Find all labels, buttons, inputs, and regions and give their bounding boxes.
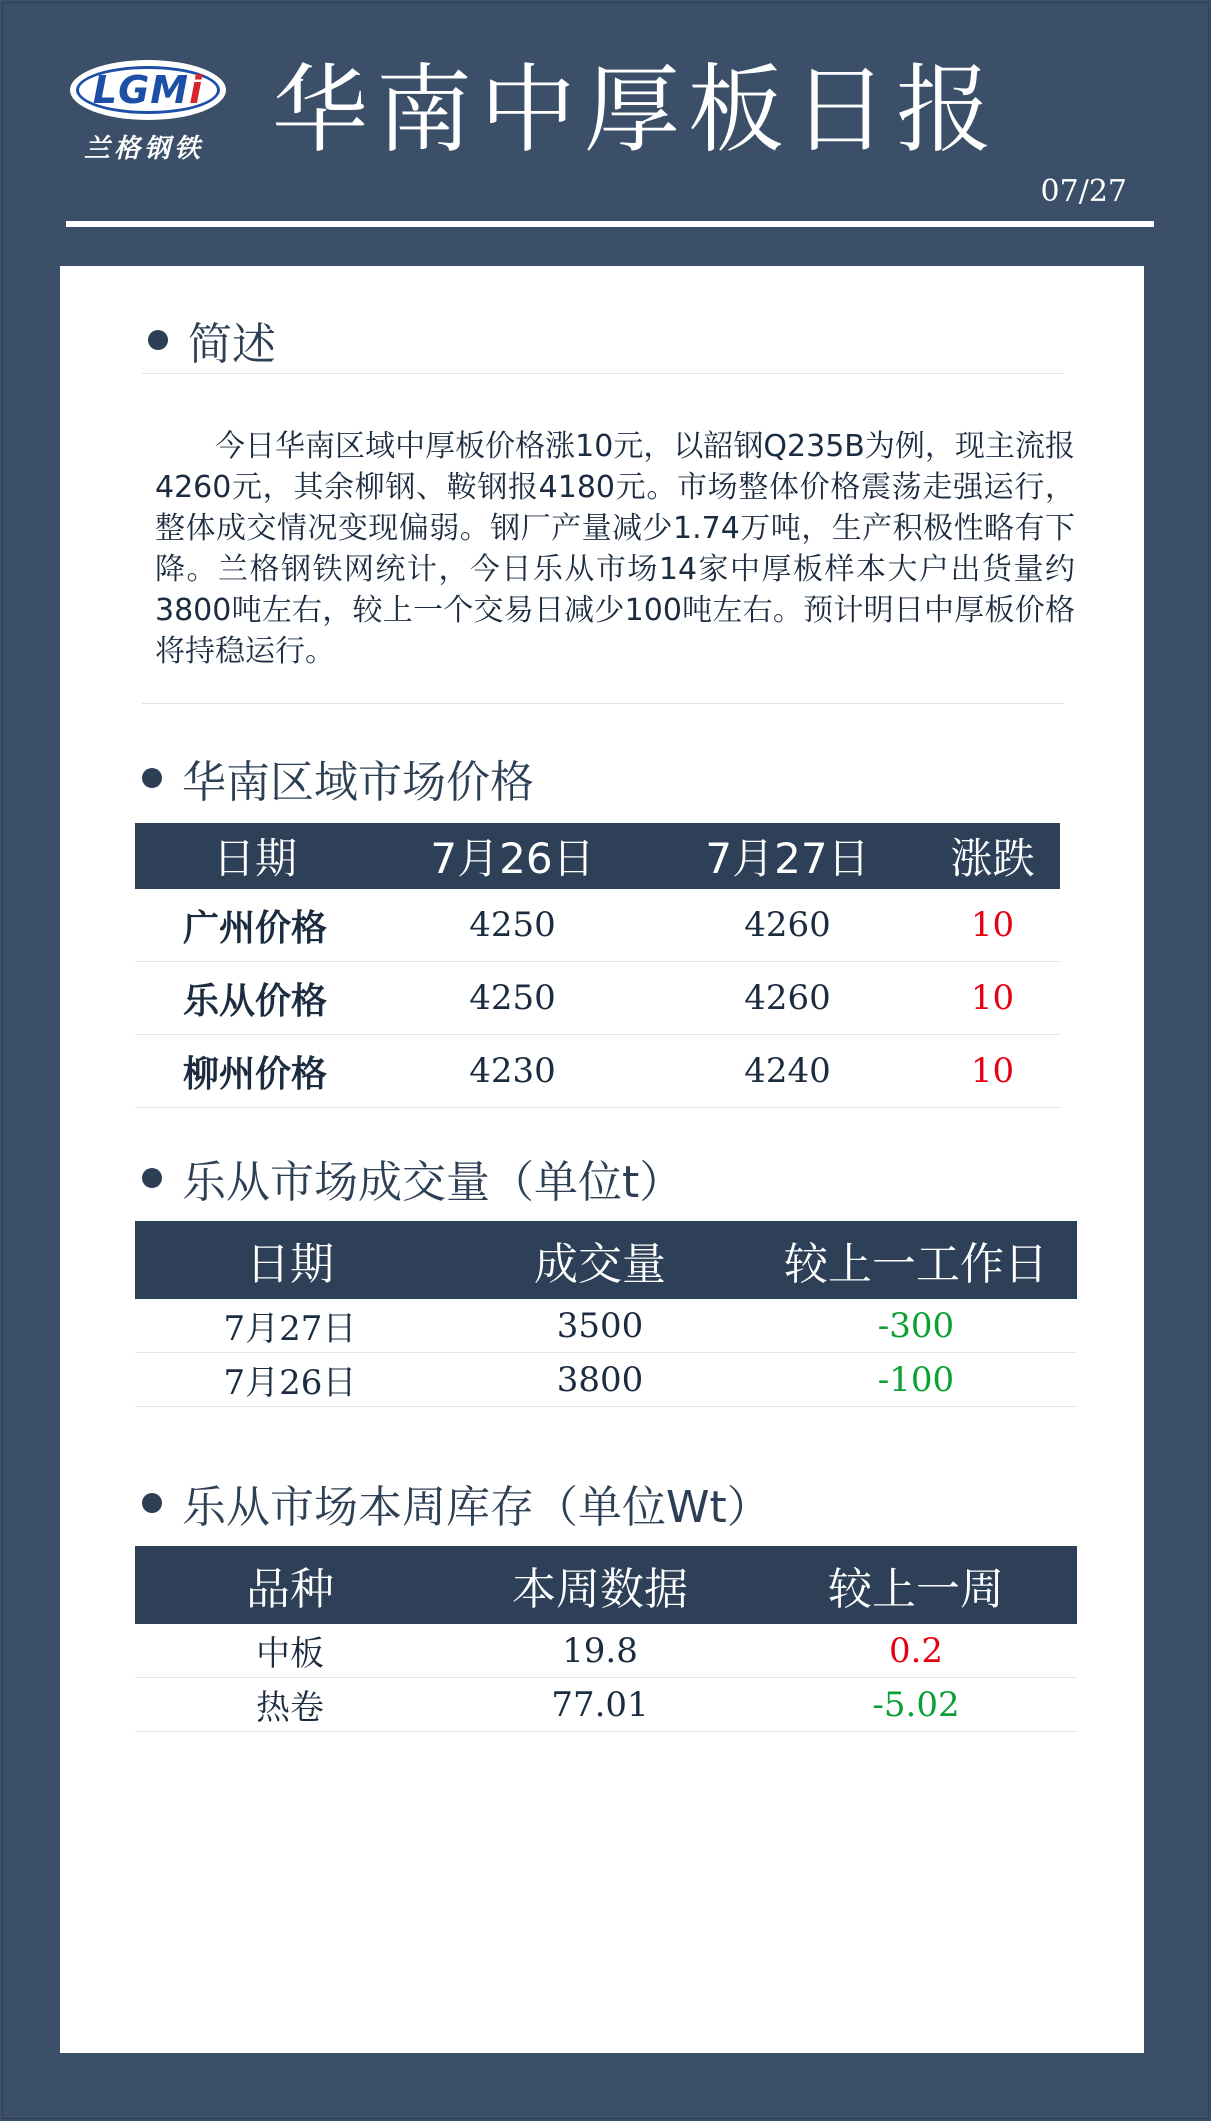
logo-text-blue: LGM <box>92 68 190 112</box>
inventory-table-header <box>135 1546 1077 1624</box>
bullet-icon <box>142 768 162 788</box>
price-change-value: 10 <box>925 889 1060 962</box>
volume-col-date: 日期 <box>135 1221 445 1299</box>
inventory-change: 0.2 <box>755 1624 1077 1678</box>
summary-bottom-rule <box>142 703 1064 704</box>
table-row <box>135 1624 1077 1678</box>
volume-value: 3500 <box>445 1299 755 1353</box>
lange-logo <box>70 58 230 168</box>
inventory-value: 77.01 <box>445 1678 755 1732</box>
volume-heading <box>142 1146 683 1210</box>
inventory-change: -5.02 <box>755 1678 1077 1732</box>
inventory-value: 19.8 <box>445 1624 755 1678</box>
price-heading <box>142 746 534 810</box>
table-row <box>135 1353 1077 1407</box>
volume-col-volume: 成交量 <box>445 1221 755 1299</box>
summary-top-rule <box>142 373 1064 374</box>
table-row <box>135 962 1060 1035</box>
inventory-table <box>135 1546 1077 1732</box>
table-row <box>135 1678 1077 1732</box>
volume-change: -300 <box>755 1299 1077 1353</box>
price-prev-value: 4250 <box>375 962 650 1035</box>
price-row-label: 乐从价格 <box>135 962 375 1035</box>
price-prev-value: 4230 <box>375 1035 650 1108</box>
price-curr-value: 4260 <box>650 962 925 1035</box>
bullet-icon <box>142 1168 162 1188</box>
header-divider <box>66 221 1154 227</box>
price-row-label: 柳州价格 <box>135 1035 375 1108</box>
price-col-date: 日期 <box>135 823 375 889</box>
inventory-col-variety: 品种 <box>135 1546 445 1624</box>
price-table <box>135 823 1060 1108</box>
volume-change: -100 <box>755 1353 1077 1407</box>
price-prev-value: 4250 <box>375 889 650 962</box>
price-change-value: 10 <box>925 1035 1060 1108</box>
volume-date: 7月26日 <box>135 1353 445 1407</box>
volume-table-header <box>135 1221 1077 1299</box>
volume-heading-label: 乐从市场成交量（单位t） <box>182 1157 684 1208</box>
volume-value: 3800 <box>445 1353 755 1407</box>
price-heading-label: 华南区域市场价格 <box>182 757 534 808</box>
report-title: 华南中厚板日报 <box>272 54 1000 166</box>
report-date: 07/27 <box>1040 174 1127 209</box>
inventory-variety: 中板 <box>135 1624 445 1678</box>
inventory-heading-label: 乐从市场本周库存（单位Wt） <box>182 1482 771 1533</box>
summary-text: 今日华南区域中厚板价格涨10元，以韶钢Q235B为例，现主流报4260元，其余柳钢、鞍钢报4180元。市场整体价格震荡走强运行，整体成交情况变现偏弱。钢厂产量减少1.74万吨，生产积极性略有下降。兰格钢铁网统计，今日乐从市场14家中厚板样本大户出货量约3800吨左右，较上一个交易日减少100吨左右。预计明日中厚板价格将持稳运行。 <box>155 429 1075 669</box>
inventory-col-change: 较上一周 <box>755 1546 1077 1624</box>
bullet-icon <box>148 330 168 350</box>
logo-text-red: i <box>189 68 204 112</box>
price-curr-value: 4260 <box>650 889 925 962</box>
summary-heading <box>148 308 276 372</box>
inventory-heading <box>142 1471 771 1535</box>
volume-date: 7月27日 <box>135 1299 445 1353</box>
price-curr-value: 4240 <box>650 1035 925 1108</box>
price-row-label: 广州价格 <box>135 889 375 962</box>
volume-table <box>135 1221 1077 1407</box>
volume-col-change: 较上一工作日 <box>755 1221 1077 1299</box>
inventory-variety: 热卷 <box>135 1678 445 1732</box>
logo-text <box>70 68 226 112</box>
table-row <box>135 1035 1060 1108</box>
bullet-icon <box>142 1493 162 1513</box>
table-row <box>135 1299 1077 1353</box>
price-col-change: 涨跌 <box>925 823 1060 889</box>
price-col-curr: 7月27日 <box>650 823 925 889</box>
inventory-col-value: 本周数据 <box>445 1546 755 1624</box>
price-change-value: 10 <box>925 962 1060 1035</box>
summary-heading-label: 简述 <box>188 319 276 370</box>
price-col-prev: 7月26日 <box>375 823 650 889</box>
logo-chinese-name: 兰格钢铁 <box>84 134 205 164</box>
price-table-header <box>135 823 1060 889</box>
table-row <box>135 889 1060 962</box>
content-card <box>60 266 1144 2053</box>
